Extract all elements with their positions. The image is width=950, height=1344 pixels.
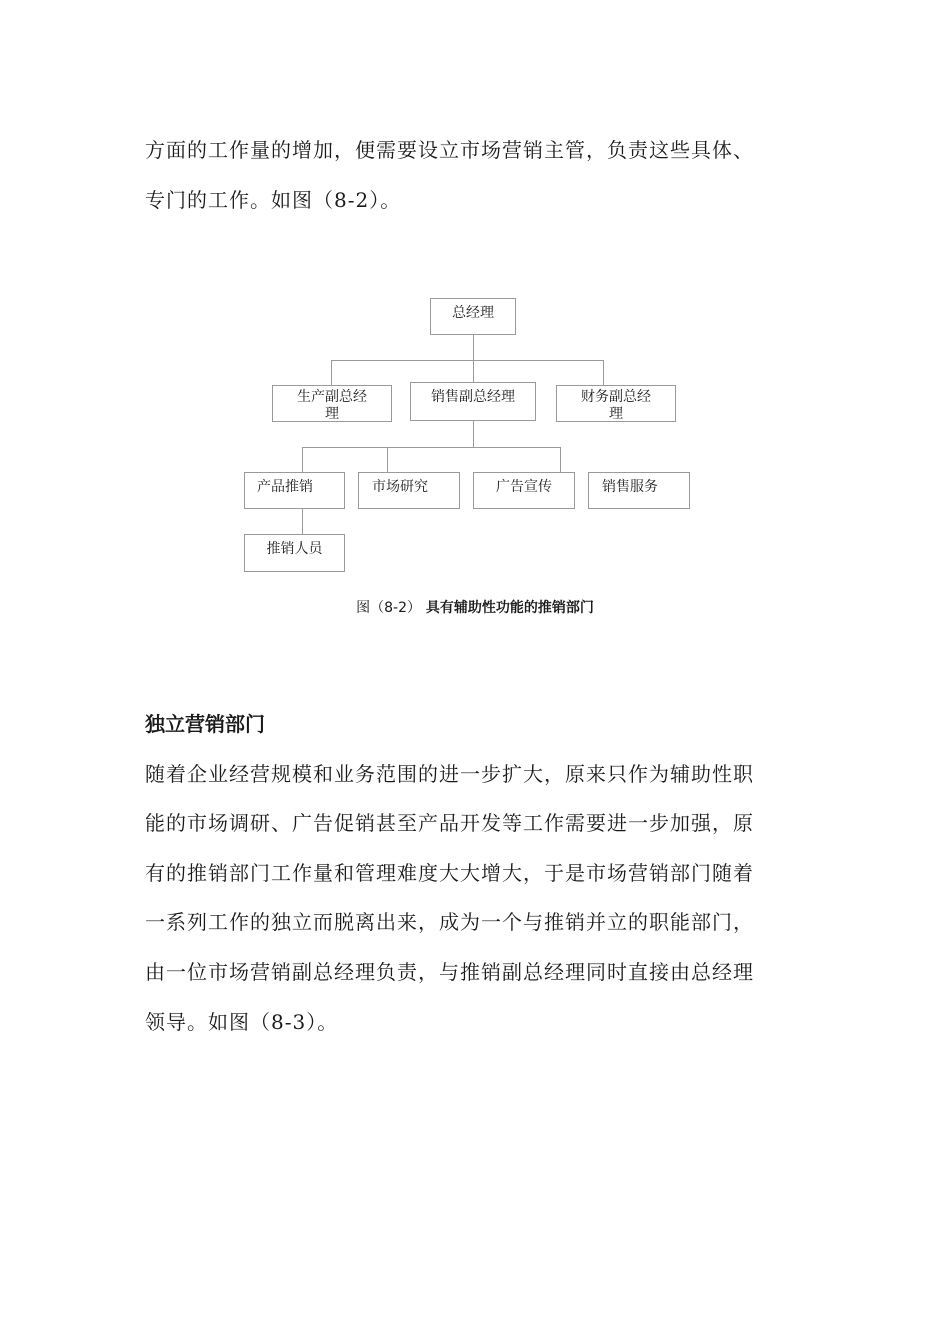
paragraph-line: 专门的工作。如图（8-2）。 (145, 188, 402, 212)
org-box-label: 财务副总经 (581, 389, 651, 405)
paragraph-line: 方面的工作量的增加，便需要设立市场营销主管，负责这些具体、 (145, 138, 754, 162)
org-box-label: 推销人员 (266, 541, 323, 557)
org-box-label: 总经理 (452, 305, 494, 321)
org-box-advertising (473, 472, 575, 509)
figure-caption (0, 598, 950, 618)
org-box-label: 生产副总经 (297, 389, 367, 405)
org-box-label: 广告宣传 (496, 479, 552, 495)
org-box-sales-staff (244, 534, 345, 572)
paragraph-line: 有的推销部门工作量和管理难度大大增大，于是市场营销部门随着 (145, 861, 754, 885)
org-box-sales-service (588, 472, 690, 509)
org-box-general-manager (430, 298, 516, 335)
org-box-label: 产品推销 (257, 479, 313, 495)
org-box-label: 市场研究 (372, 479, 428, 495)
figure-number: 图（8-2） (356, 600, 421, 616)
paragraph-line: 由一位市场营销副总经理负责，与推销副总经理同时直接由总经理 (145, 960, 754, 984)
org-box-label: 理 (609, 406, 623, 422)
paragraph-line: 随着企业经营规模和业务范围的进一步扩大，原来只作为辅助性职 (145, 762, 754, 786)
org-box-market-research (358, 472, 460, 509)
paragraph-line: 一系列工作的独立而脱离出来，成为一个与推销并立的职能部门， (145, 910, 754, 934)
org-box-vice-sales (410, 382, 536, 421)
paragraph-line: 领导。如图（8-3）。 (145, 1010, 339, 1034)
org-box-label: 销售副总经理 (431, 389, 515, 405)
section-heading: 独立营销部门 (145, 712, 265, 736)
figure-title: 具有辅助性功能的推销部门 (425, 600, 594, 616)
org-box-label: 理 (325, 406, 339, 422)
org-box-vice-finance (556, 385, 676, 422)
org-box-label: 销售服务 (602, 479, 658, 495)
org-box-vice-production (272, 385, 392, 422)
org-box-product-sales (244, 472, 345, 509)
paragraph-line: 能的市场调研、广告促销甚至产品开发等工作需要进一步加强，原 (145, 811, 754, 835)
